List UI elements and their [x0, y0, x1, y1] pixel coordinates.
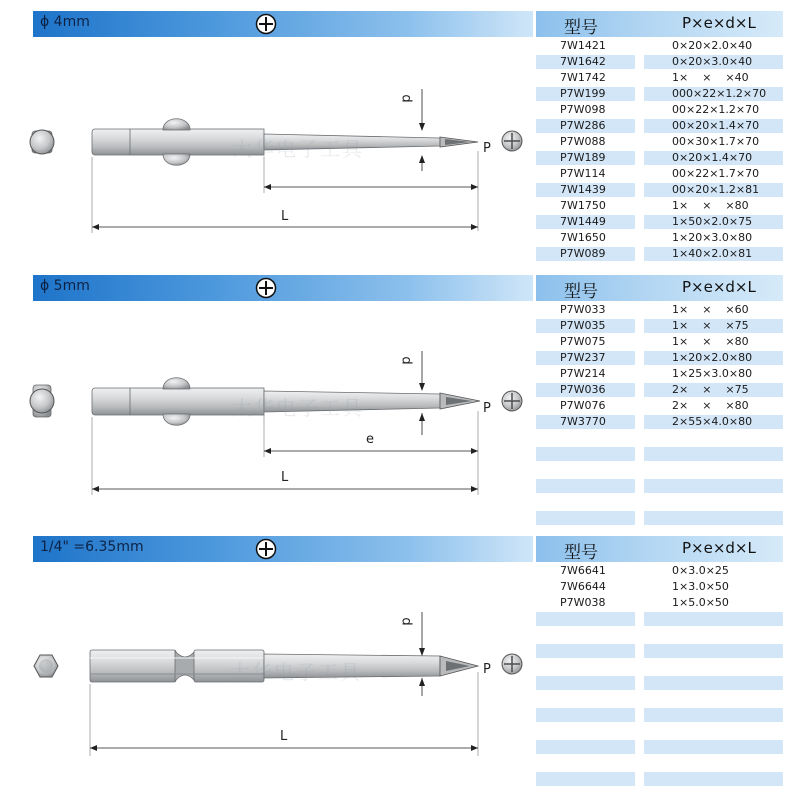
model-cell	[536, 724, 635, 738]
table-row	[536, 756, 783, 772]
model-cell	[536, 463, 635, 477]
model-cell: P7W114	[560, 167, 606, 180]
model-cell: P7W035	[536, 319, 635, 333]
spec-cell	[644, 708, 783, 722]
table-row	[536, 71, 783, 87]
dimension-e-label: e	[366, 432, 374, 447]
spec-cell: 1×20×2.0×80	[644, 351, 783, 365]
table-row	[536, 39, 783, 55]
spec-column-header: P×e×d×L	[682, 539, 756, 557]
point-size-label: P	[483, 401, 491, 416]
spec-table-header	[536, 275, 783, 301]
spec-cell: 0×20×3.0×40	[644, 55, 783, 69]
table-row	[536, 119, 783, 135]
table-row	[536, 399, 783, 415]
model-cell: P7W237	[536, 351, 635, 365]
model-cell: 7W3770	[536, 415, 635, 429]
spec-table-header	[536, 536, 783, 562]
model-cell	[536, 447, 635, 461]
model-cell	[536, 479, 635, 493]
table-row	[536, 580, 783, 596]
spec-cell: 2× × ×80	[672, 399, 749, 412]
table-row	[536, 367, 783, 383]
table-row	[536, 167, 783, 183]
model-cell: P7W098	[560, 103, 606, 116]
table-row	[536, 495, 783, 511]
spec-cell	[644, 511, 783, 525]
table-row	[536, 87, 783, 103]
spec-column-header: P×e×d×L	[682, 14, 756, 32]
model-cell: 7W1439	[536, 183, 635, 197]
model-cell: 7W6644	[560, 580, 606, 593]
section-title: ϕ 4mm	[40, 14, 90, 30]
watermark: 大华电子工具	[232, 396, 364, 420]
phillips-tip-icon	[502, 131, 522, 151]
model-cell: P7W199	[536, 87, 635, 101]
spec-cell	[644, 660, 783, 674]
model-cell: P7W038	[560, 596, 606, 609]
section-4mm	[0, 11, 800, 263]
spec-cell	[644, 431, 783, 445]
point-size-label: P	[483, 662, 491, 677]
spec-cell	[644, 676, 783, 690]
table-row	[536, 199, 783, 215]
spec-cell	[644, 479, 783, 493]
table-row	[536, 676, 783, 692]
table-row	[536, 596, 783, 612]
model-cell	[536, 676, 635, 690]
model-cell	[536, 511, 635, 525]
model-cell: P7W075	[560, 335, 606, 348]
table-row	[536, 660, 783, 676]
spec-table-header	[536, 11, 783, 37]
model-cell: P7W189	[536, 151, 635, 165]
phillips-tip-icon	[502, 654, 522, 674]
spec-cell: 1×20×3.0×80	[672, 231, 753, 244]
spec-cell: 00×22×1.7×70	[672, 167, 760, 180]
spec-cell: 1×5.0×50	[672, 596, 729, 609]
spec-cell: 00×22×1.2×70	[672, 103, 760, 116]
spec-table-rows	[536, 564, 783, 788]
spec-cell	[644, 692, 783, 706]
spec-cell	[644, 740, 783, 754]
model-cell	[536, 756, 635, 770]
dimension-d-label: d	[398, 617, 414, 626]
shank-end-view-icon	[30, 385, 54, 417]
spec-cell: 1×3.0×50	[672, 580, 729, 593]
model-cell: 7W1421	[560, 39, 606, 52]
model-cell	[536, 708, 635, 722]
table-row	[536, 724, 783, 740]
spec-cell	[644, 495, 783, 509]
spec-cell: 1× × ×60	[672, 303, 749, 316]
dimension-l-label: L	[280, 729, 288, 744]
table-row	[536, 612, 783, 628]
model-cell: 7W1742	[560, 71, 606, 84]
spec-cell: 00×20×1.4×70	[644, 119, 783, 133]
spec-cell: 0×20×1.4×70	[644, 151, 783, 165]
table-row	[536, 215, 783, 231]
spec-cell: 2× × ×75	[644, 383, 783, 397]
spec-cell	[644, 612, 783, 626]
model-cell: P7W076	[560, 399, 606, 412]
model-cell: P7W036	[536, 383, 635, 397]
watermark: 大华电子工具	[232, 137, 364, 161]
model-column-header: 型号	[564, 18, 598, 38]
point-size-label: P	[483, 141, 491, 156]
table-row	[536, 511, 783, 527]
table-row	[536, 335, 783, 351]
table-row	[536, 447, 783, 463]
spec-column-header: P×e×d×L	[682, 278, 756, 296]
spec-table-rows	[536, 39, 783, 263]
spec-cell: 0×3.0×25	[672, 564, 729, 577]
table-row	[536, 692, 783, 708]
spec-cell: 1× × ×40	[672, 71, 749, 84]
table-row	[536, 383, 783, 399]
spec-cell	[644, 447, 783, 461]
spec-cell: 1× × ×75	[644, 319, 783, 333]
shank-end-view-icon	[30, 130, 54, 154]
model-cell: P7W214	[560, 367, 606, 380]
model-cell	[536, 740, 635, 754]
spec-cell	[644, 756, 783, 770]
spec-table-rows	[536, 303, 783, 527]
model-column-header: 型号	[564, 543, 598, 563]
spec-cell	[644, 724, 783, 738]
model-cell: 7W6641	[560, 564, 606, 577]
section-title: ϕ 5mm	[40, 278, 90, 294]
table-row	[536, 351, 783, 367]
table-row	[536, 151, 783, 167]
dimension-l-label: L	[281, 209, 289, 224]
model-cell: 7W1449	[536, 215, 635, 229]
table-row	[536, 431, 783, 447]
spec-cell: 00×30×1.7×70	[672, 135, 760, 148]
model-cell: 7W1750	[560, 199, 606, 212]
table-row	[536, 708, 783, 724]
spec-cell: 1×50×2.0×75	[644, 215, 783, 229]
table-row	[536, 564, 783, 580]
model-cell	[536, 772, 635, 786]
spec-cell	[644, 644, 783, 658]
model-cell	[536, 644, 635, 658]
table-row	[536, 103, 783, 119]
dimension-l-label: L	[281, 470, 289, 485]
model-cell: 7W1642	[536, 55, 635, 69]
dimension-d-label: d	[398, 94, 414, 103]
model-cell: P7W286	[536, 119, 635, 133]
section-quarter-inch	[0, 536, 800, 796]
model-cell: P7W089	[536, 247, 635, 261]
dimension-d-label: d	[398, 356, 414, 365]
table-row	[536, 231, 783, 247]
model-cell	[536, 431, 635, 445]
table-row	[536, 463, 783, 479]
table-row	[536, 55, 783, 71]
model-cell	[536, 660, 635, 674]
model-cell	[536, 612, 635, 626]
table-row	[536, 644, 783, 660]
table-row	[536, 628, 783, 644]
table-row	[536, 740, 783, 756]
hex-shank-end-view-icon	[34, 655, 58, 677]
spec-cell	[644, 463, 783, 477]
model-cell: P7W033	[560, 303, 606, 316]
table-row	[536, 183, 783, 199]
spec-cell	[644, 772, 783, 786]
model-column-header: 型号	[564, 282, 598, 302]
section-title: 1/4" =6.35mm	[40, 539, 144, 555]
table-row	[536, 319, 783, 335]
spec-cell: 0×20×2.0×40	[672, 39, 753, 52]
model-cell: 7W1650	[560, 231, 606, 244]
table-row	[536, 772, 783, 788]
table-row	[536, 415, 783, 431]
phillips-tip-icon	[502, 391, 522, 411]
model-cell: P7W088	[560, 135, 606, 148]
model-cell	[536, 692, 635, 706]
model-cell	[536, 628, 635, 642]
spec-cell	[644, 628, 783, 642]
spec-cell: 1× × ×80	[672, 335, 749, 348]
watermark: 大华电子工具	[230, 660, 362, 684]
spec-cell: 1×40×2.0×81	[644, 247, 783, 261]
section-5mm	[0, 275, 800, 527]
table-row	[536, 479, 783, 495]
model-cell	[536, 495, 635, 509]
spec-cell: 1×25×3.0×80	[672, 367, 753, 380]
table-row	[536, 247, 783, 263]
spec-cell: 2×55×4.0×80	[644, 415, 783, 429]
spec-cell: 000×22×1.2×70	[644, 87, 783, 101]
table-row	[536, 303, 783, 319]
spec-cell: 00×20×1.2×81	[644, 183, 783, 197]
table-row	[536, 135, 783, 151]
spec-cell: 1× × ×80	[672, 199, 749, 212]
